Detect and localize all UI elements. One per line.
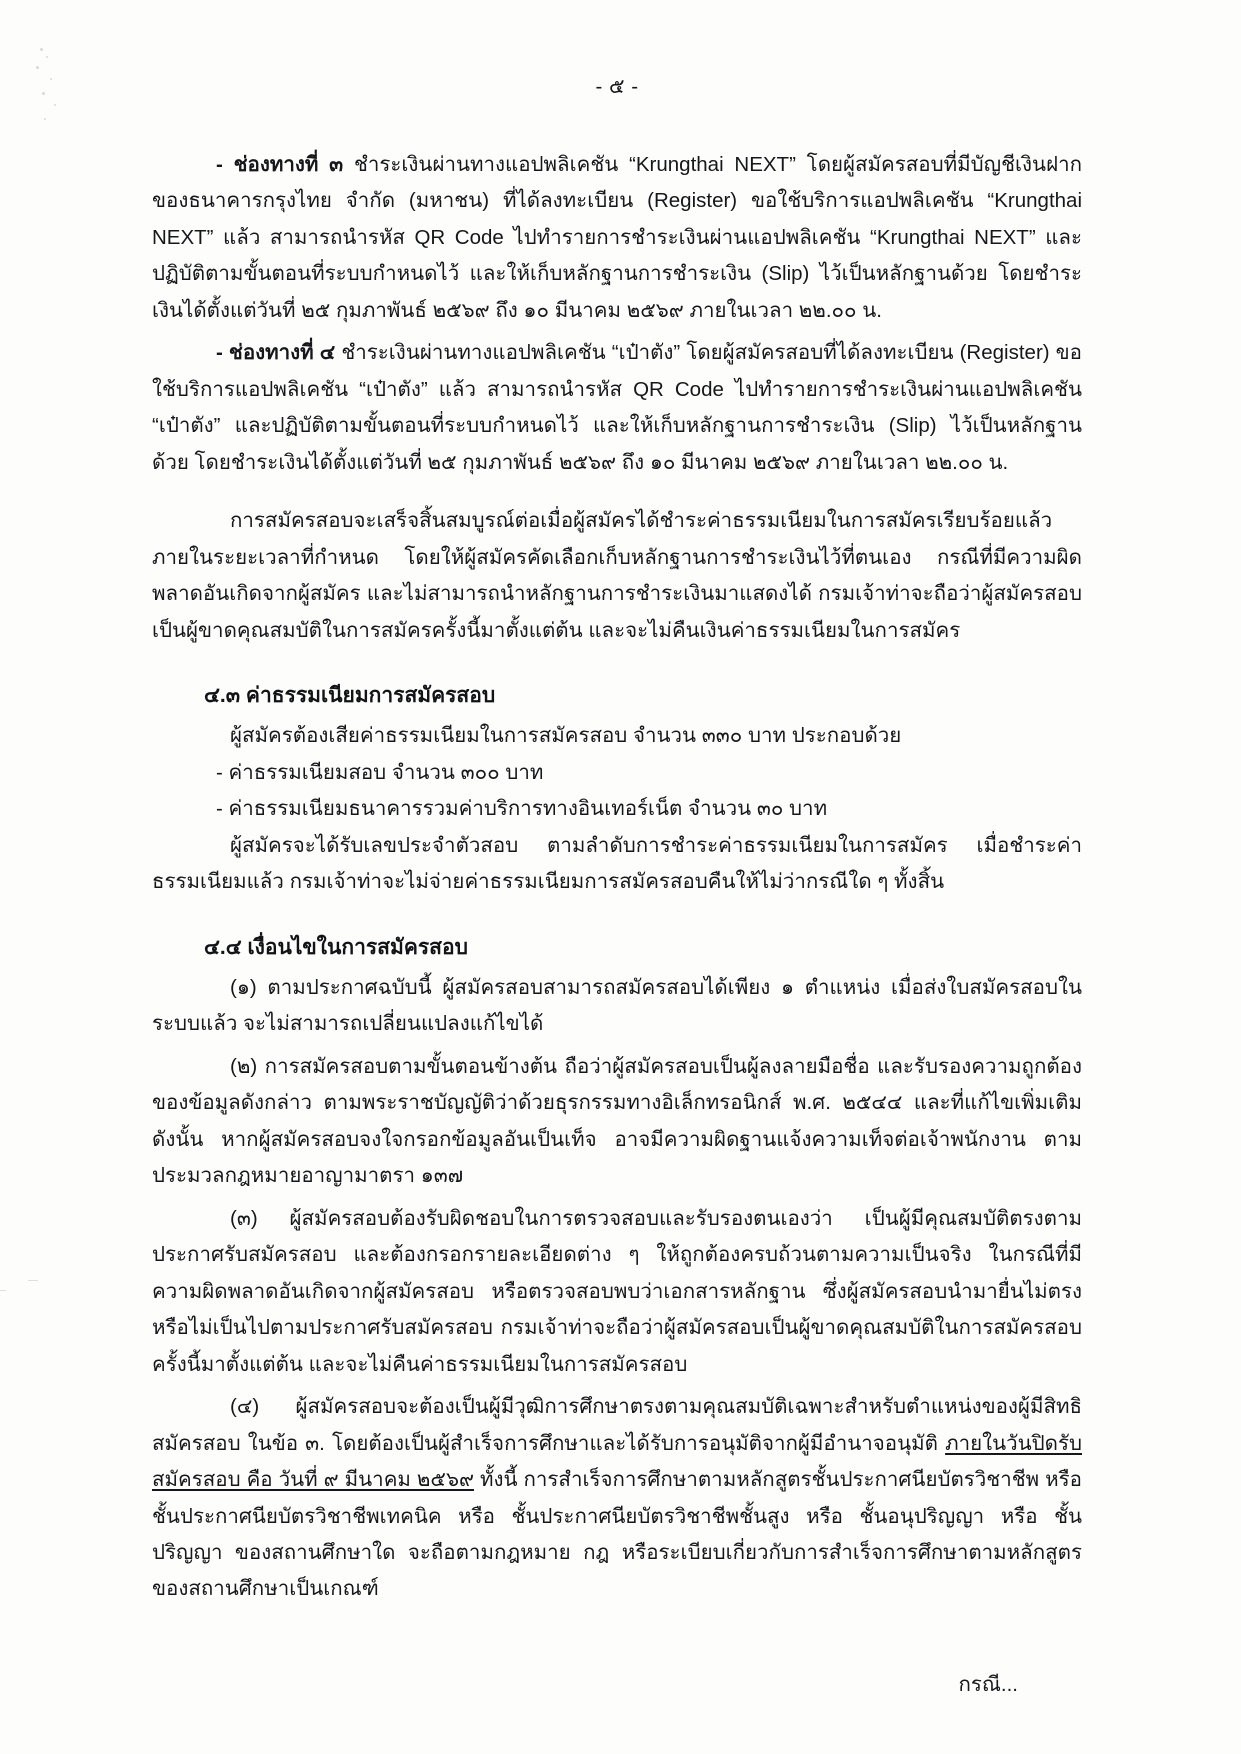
- section-44-clause-1: (๑) ตามประกาศฉบับนี้ ผู้สมัครสอบสามารถสมัครสอบได้เพียง ๑ ตำแหน่ง เมื่อส่งใบสมัครสอบในระบบแล้ว จะไม่สามารถเปลี่ยนแปลงแก้ไขได้: [152, 975, 1082, 1036]
- section-44-clause-2: (๒) การสมัครสอบตามขั้นตอนข้างต้น ถือว่าผู้สมัครสอบเป็นผู้ลงลายมือชื่อ และรับรองความถูกต้องของข้อมูลดังกล่าว ตามพระราชบัญญัติว่าด้วยธุรกรรมทางอิเล็กทรอนิกส์ พ.ศ. ๒๕๔๔ และที่แก้ไขเพิ่มเติม ดังนั้น หากผู้สมัครสอบจงใจกรอกข้อมูลอันเป็นเท็จ อาจมีความผิดฐานแจ้งความเท็จต่อเจ้าพนักงาน ตามประมวลกฎหมายอาญามาตรา ๑๓๗: [152, 1054, 1082, 1188]
- channel-3-text: ชำระเงินผ่านทางแอปพลิเคชัน “Krungthai NEXT” โดยผู้สมัครสอบที่มีบัญชีเงินฝากของธนาคารกรุงไทย จำกัด (มหาชน) ที่ได้ลงทะเบียน (Register) ขอใช้บริการแอปพลิเคชัน “Krungthai NEXT” แล้ว สามารถนำรหัส QR Code ไปทำรายการชำระเงินผ่านแอปพลิเคชัน “Krungthai NEXT” และปฏิบัติตามขั้นตอนที่ระบบกำหนดไว้ และให้เก็บหลักฐานการชำระเงิน (Slip) ไว้เป็นหลักฐานด้วย โดยชำระเงินได้ตั้งแต่วันที่ ๒๕ กุมภาพันธ์ ๒๕๖๙ ถึง ๑๐ มีนาคม ๒๕๖๙ ภายในเวลา ๒๒.๐๐ น.: [152, 153, 1083, 322]
- paragraph-completion-note: การสมัครสอบจะเสร็จสิ้นสมบูรณ์ต่อเมื่อผู้สมัครได้ชำระค่าธรรมเนียมในการสมัครเรียบร้อยแล้ว ภายในระยะเวลาที่กำหนด โดยให้ผู้สมัครคัดเลือกเก็บหลักฐานการชำระเงินไว้ที่ตนเอง กรณีที่มีความผิดพลาดอันเกิดจากผู้สมัคร และไม่สามารถนำหลักฐานการชำระเงินมาแสดงได้ กรมเจ้าท่าจะถือว่าผู้สมัครสอบเป็นผู้ขาดคุณสมบัติในการสมัครครั้งนี้มาตั้งแต่ต้น และจะไม่คืนเงินค่าธรรมเนียมในการสมัคร: [152, 509, 1082, 642]
- section-43-heading: ๔.๓ ค่าธรรมเนียมการสมัครสอบ: [204, 684, 496, 708]
- section-44-heading: ๔.๔ เงื่อนไขในการสมัครสอบ: [204, 935, 468, 959]
- paragraph-channel-3: [152, 147, 1082, 329]
- scan-speckle: [44, 118, 46, 120]
- continuation-marker: กรณี...: [958, 1672, 1018, 1696]
- page-number: - ๕ -: [595, 75, 639, 98]
- section-44-clause-4: [152, 1389, 1082, 1608]
- scan-speckle: [54, 104, 56, 106]
- scan-speckle: [50, 78, 52, 80]
- scan-speckle: [40, 48, 43, 51]
- channel-4-text: ชำระเงินผ่านทางแอปพลิเคชัน “เป๋าตัง” โดยผู้สมัครสอบที่ได้ลงทะเบียน (Register) ขอใช้บริการแอปพลิเคชัน “เป๋าตัง” แล้ว สามารถนำรหัส QR Code ไปทำรายการชำระเงินผ่านแอปพลิเคชัน “เป๋าตัง” และปฏิบัติตามขั้นตอนที่ระบบกำหนดไว้ และให้เก็บหลักฐานการชำระเงิน (Slip) ไว้เป็นหลักฐานด้วย โดยชำระเงินได้ตั้งแต่วันที่ ๒๕ กุมภาพันธ์ ๒๕๖๙ ถึง ๑๐ มีนาคม ๒๕๖๙ ภายในเวลา ๒๒.๐๐ น.: [152, 341, 1082, 474]
- scan-edge-mark: [28, 1280, 38, 1281]
- channel-3-lead: - ช่องทางที่ ๓: [216, 153, 344, 176]
- scan-edge-mark: [0, 1290, 6, 1291]
- scan-speckle: [42, 92, 45, 95]
- channel-4-lead: - ช่องทางที่ ๔: [216, 341, 336, 365]
- scan-speckle: [46, 56, 48, 58]
- clause-4-text-after: ทั้งนี้ การสำเร็จการศึกษาตามหลักสูตรชั้นประกาศนียบัตรวิชาชีพ หรือ ชั้นประกาศนียบัตรวิชาชีพเทคนิค หรือ ชั้นประกาศนียบัตรวิชาชีพชั้นสูง หรือ ชั้นอนุปริญญา หรือ ชั้นปริญญา ของสถานศึกษาใด จะถือตามกฎหมาย กฎ หรือระเบียบเกี่ยวกับการสำเร็จการศึกษาตามหลักสูตรของสถานศึกษาเป็นเกณฑ์: [152, 1468, 1082, 1601]
- clause-4-text-before: (๔) ผู้สมัครสอบจะต้องเป็นผู้มีวุฒิการศึกษาตรงตามคุณสมบัติเฉพาะสำหรับตำแหน่งของผู้มีสิทธิสมัครสอบ ในข้อ ๓. โดยต้องเป็นผู้สำเร็จการศึกษาและได้รับการอนุมัติจากผู้มีอำนาจอนุมัติ: [152, 1395, 1082, 1455]
- clause-4-deadline-underlined: ภายในวันปิดรับสมัครสอบ คือ วันที่ ๙ มีนาคม ๒๕๖๙: [152, 1431, 1082, 1492]
- section-43-note: ผู้สมัครจะได้รับเลขประจำตัวสอบ ตามลำดับการชำระค่าธรรมเนียมในการสมัคร เมื่อชำระค่าธรรมเนียมแล้ว กรมเจ้าท่าจะไม่จ่ายค่าธรรมเนียมการสมัครสอบคืนให้ไม่ว่ากรณีใด ๆ ทั้งสิ้น: [152, 833, 1082, 894]
- paragraph-channel-4: [152, 335, 1082, 481]
- section-44-clause-3: (๓) ผู้สมัครสอบต้องรับผิดชอบในการตรวจสอบและรับรองตนเองว่า เป็นผู้มีคุณสมบัติตรงตามประกาศรับสมัครสอบ และต้องกรอกรายละเอียดต่าง ๆ ให้ถูกต้องครบถ้วนตามความเป็นจริง ในกรณีที่มีความผิดพลาดอันเกิดจากผู้สมัครสอบ หรือตรวจสอบพบว่าเอกสารหลักฐาน ซึ่งผู้สมัครสอบนำมายื่นไม่ตรงหรือไม่เป็นไปตามประกาศรับสมัครสอบ กรมเจ้าท่าจะถือว่าผู้สมัครสอบเป็นผู้ขาดคุณสมบัติในการสมัครสอบครั้งนี้มาตั้งแต่ต้น และจะไม่คืนค่าธรรมเนียมในการสมัครสอบ: [152, 1206, 1082, 1376]
- document-body: [152, 70, 1082, 1701]
- scan-speckle: [36, 66, 39, 69]
- section-43-intro: ผู้สมัครต้องเสียค่าธรรมเนียมในการสมัครสอบ จำนวน ๓๓๐ บาท ประกอบด้วย: [230, 724, 902, 748]
- section-43-item-1: - ค่าธรรมเนียมสอบ จำนวน ๓๐๐ บาท: [216, 760, 544, 784]
- section-43-item-2: - ค่าธรรมเนียมธนาคารรวมค่าบริการทางอินเทอร์เน็ต จำนวน ๓๐ บาท: [216, 797, 828, 821]
